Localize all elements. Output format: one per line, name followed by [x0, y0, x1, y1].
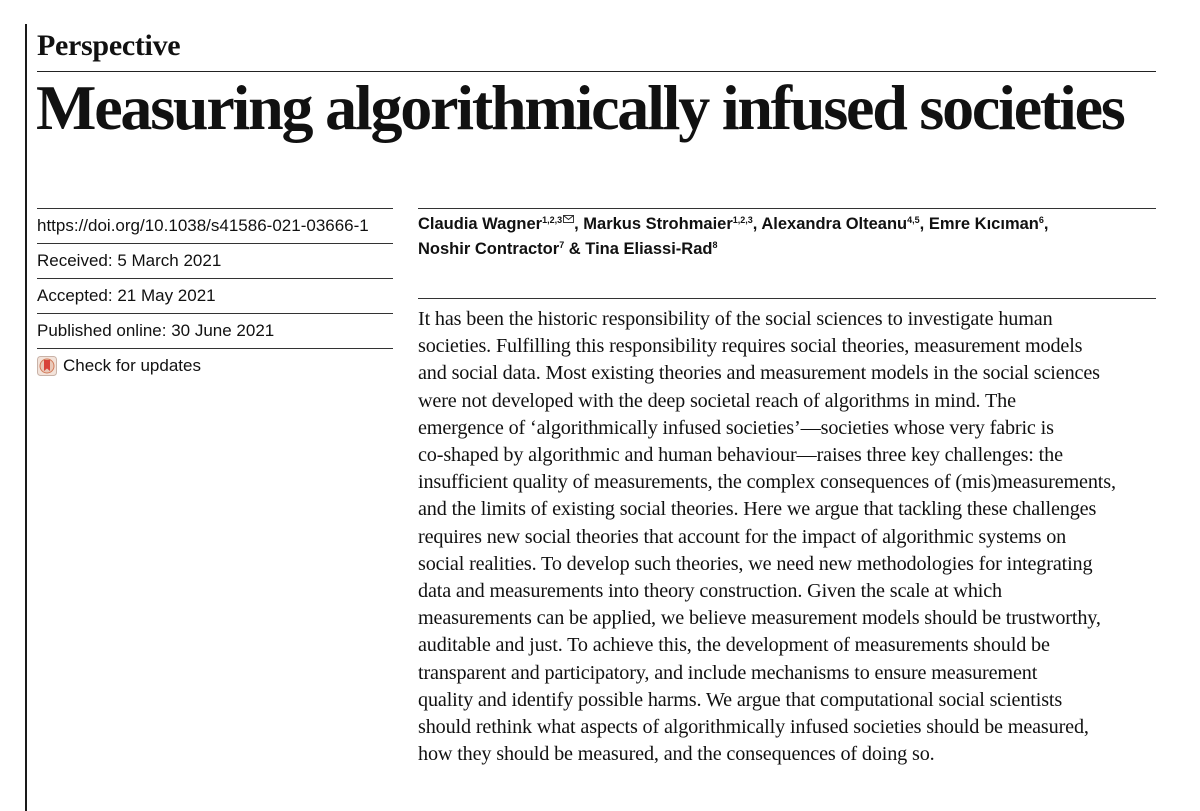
- check-updates-icon: [37, 356, 57, 376]
- abstract-line: transparent and participatory, and include mechanisms to ensure measurement: [418, 661, 1038, 684]
- author-affiliation: 4,5: [907, 215, 920, 225]
- author-list: [418, 212, 1156, 262]
- check-for-updates-label: Check for updates: [63, 356, 201, 375]
- received-date: Received: 5 March 2021: [37, 243, 393, 278]
- author-name[interactable]: Claudia Wagner: [418, 215, 543, 233]
- author-affiliation: 1,2,3: [542, 215, 563, 225]
- author-separator: &: [564, 240, 586, 258]
- article-metadata: [37, 208, 393, 383]
- author-separator: ,: [574, 215, 584, 233]
- author-affiliation: 6: [1038, 215, 1044, 225]
- abstract-line: and the limits of existing social theories. Here we argue that tackling these challenges: [418, 498, 1097, 521]
- abstract-line: co-shaped by algorithmic and human behaviour—raises three key challenges: the: [418, 444, 1063, 467]
- author-name[interactable]: Emre Kıcıman: [928, 215, 1039, 233]
- abstract-divider: [418, 298, 1156, 299]
- abstract-line: social realities. To develop such theories, we need new methodologies for integrating: [418, 552, 1093, 575]
- author-name[interactable]: Tina Eliassi-Rad: [585, 240, 713, 258]
- abstract-line: and social data. Most existing theories and measurement models in the social sciences: [418, 362, 1100, 385]
- author-affiliation: 8: [712, 240, 718, 250]
- abstract-line: should rethink what aspects of algorithmically infused societies should be measured,: [418, 716, 1089, 739]
- abstract-line: were not developed with the deep societal reach of algorithms in mind. The: [418, 389, 1016, 412]
- check-for-updates-link[interactable]: [37, 348, 393, 383]
- author-separator: ,: [1043, 215, 1049, 233]
- abstract-line: data and measurements into theory construction. Given the scale at which: [418, 580, 1002, 603]
- author-name[interactable]: Markus Strohmaier: [583, 215, 733, 233]
- abstract-line: emergence of ‘algorithmically infused societies’—societies whose very fabric is: [418, 416, 1054, 439]
- abstract-line: how they should be measured, and the consequences of doing so.: [418, 743, 935, 766]
- author-separator: ,: [752, 215, 762, 233]
- article-type-label: Perspective: [37, 29, 181, 62]
- author-affiliation: 1,2,3: [732, 215, 753, 225]
- published-date: Published online: 30 June 2021: [37, 313, 393, 348]
- corresponding-author-mail-icon[interactable]: [563, 215, 574, 223]
- author-affiliation: 7: [559, 240, 565, 250]
- abstract-line: auditable and just. To achieve this, the development of measurements should be: [418, 634, 1050, 657]
- abstract: [418, 306, 1163, 768]
- author-separator: ,: [919, 215, 929, 233]
- author-name[interactable]: Alexandra Olteanu: [761, 215, 908, 233]
- doi-link[interactable]: https://doi.org/10.1038/s41586-021-03666-1: [37, 208, 393, 243]
- abstract-line: insufficient quality of measurements, the complex consequences of (mis)measurements,: [418, 471, 1116, 494]
- accepted-date: Accepted: 21 May 2021: [37, 278, 393, 313]
- abstract-line: It has been the historic responsibility of the social sciences to investigate human: [418, 308, 1053, 330]
- abstract-line: quality and identify possible harms. We argue that computational social scientists: [418, 688, 1063, 711]
- left-margin-rule: [25, 24, 27, 811]
- article-title: Measuring algorithmically infused societies: [36, 72, 1124, 143]
- abstract-line: societies. Fulfilling this responsibility requires social theories, measurement models: [418, 335, 1083, 358]
- author-name[interactable]: Noshir Contractor: [418, 240, 560, 258]
- abstract-line: requires new social theories that account for the impact of algorithmic systems on: [418, 525, 1067, 548]
- abstract-line: measurements can be applied, we believe measurement models should be trustworthy,: [418, 607, 1101, 630]
- authors-divider: [418, 208, 1156, 209]
